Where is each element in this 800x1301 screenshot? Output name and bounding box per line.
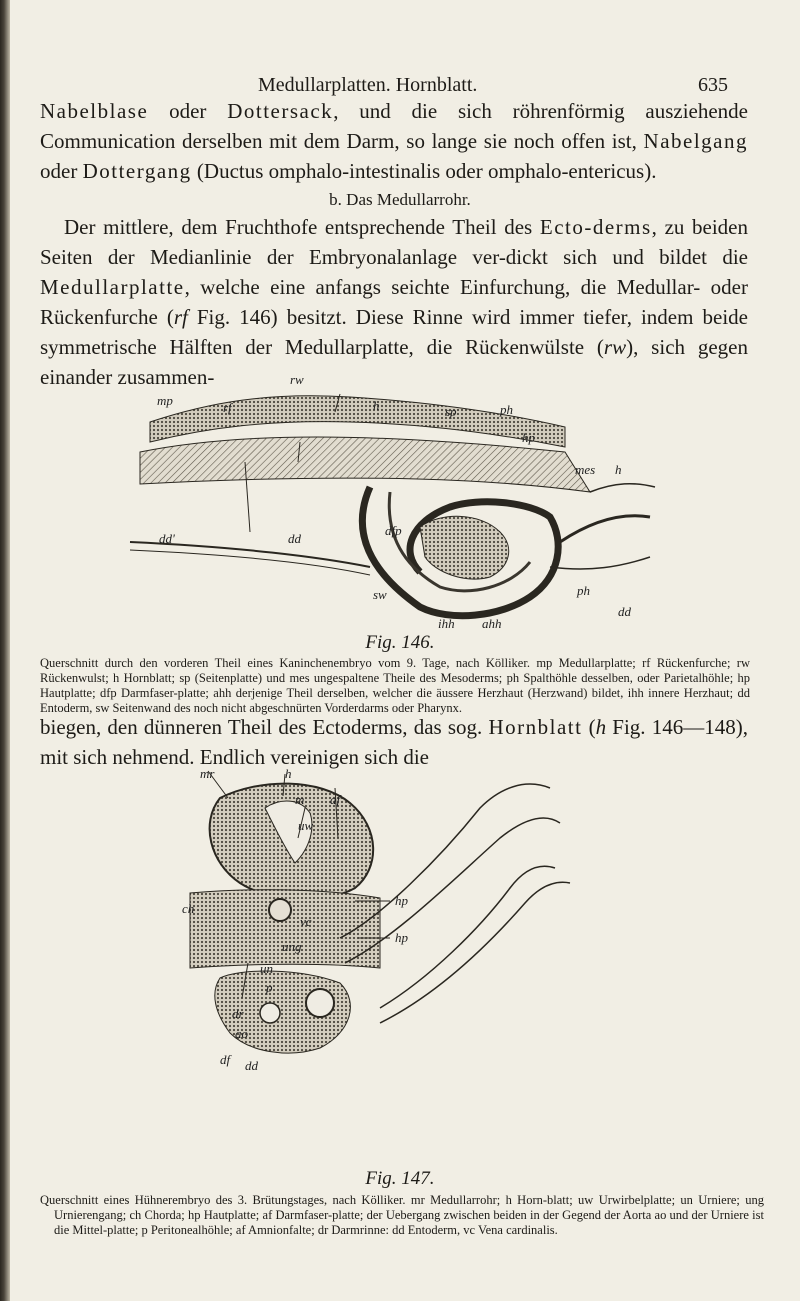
- term-nabelgang: Nabelgang: [643, 129, 748, 153]
- fig147-label-hp: hp: [395, 893, 408, 908]
- term-nabelblase: Nabelblase: [40, 99, 149, 123]
- paragraph-1-text-2: (Ductus omphalo-intestinalis oder omphalo-entericus).: [191, 159, 657, 183]
- running-head-title: Medullarplatten. Hornblatt.: [258, 74, 478, 96]
- fig147-label-dr: dr: [232, 1006, 244, 1021]
- fig146-label-sw: sw: [373, 587, 387, 602]
- paragraph-2-text-1: Der mittlere, dem Fruchthofe entsprechende Theil des: [64, 215, 540, 239]
- paragraph-2-text-5: ), sich gegen einander zusammen-: [40, 335, 748, 389]
- fig146-label-dd: dd: [288, 531, 301, 546]
- figure-146-legend: Querschnitt durch den vorderen Theil eines Kaninchenembryo vom 9. Tage, nach Kölliker. mp Medullarplatte; rf Rückenfurche; rw Rückenwulst; h Hornblatt; sp (Seitenplatte) und mes ungespaltene Theile des Mesoderms; ph Spalthöhle desselben, oder Parietalhöhle; hp Hautplatte; dfp Darmfaser-platte; ahh derjenige Theil derselben, welcher die äussere Herzhaut (Herzwand) bildet, ihh innere Herzhaut; dd Entoderm, sw Seitenwand des noch nicht abgeschnürten Vorderdarms oder Pharynx.: [40, 656, 750, 715]
- fig147-label-un: un: [260, 961, 273, 976]
- section-subheading: b. Das Medullarrohr.: [329, 190, 471, 209]
- page-number: 635: [698, 74, 728, 96]
- fig146-label-dd2: dd: [618, 604, 631, 619]
- paragraph-3-text-2: (: [582, 715, 596, 739]
- fig147-label-dd: dd: [245, 1058, 258, 1073]
- paragraph-2: [40, 212, 748, 392]
- paragraph-1-conj-2: oder: [40, 159, 83, 183]
- term-ectoderms: Ecto-derms: [539, 215, 652, 239]
- fig147-label-df: df: [220, 1052, 231, 1067]
- fig147-label-ao: ao: [235, 1026, 248, 1041]
- paragraph-3-text-1: biegen, den dünneren Theil des Ectoderms, das sog.: [40, 715, 489, 739]
- fig146-label-hp: hp: [522, 430, 535, 445]
- fig146-label-ahh: ahh: [482, 616, 502, 631]
- fig146-label-mes: mes: [575, 462, 596, 477]
- paragraph-2-text-2: , zu beiden Seiten der Medianlinie der Embryonalanlage ver-dickt sich und bildet die: [40, 215, 749, 269]
- term-medullarplatte: Medullarplatte: [40, 275, 185, 299]
- paragraph-1-text-1: , und die sich röhrenförmig ausziehende Communication derselben mit dem Darm, so lange sie noch offen ist,: [40, 99, 748, 153]
- fig146-label-dfp: dfp: [385, 523, 402, 538]
- fig147-label-af: af: [330, 792, 341, 807]
- paragraph-1: [40, 96, 748, 186]
- paragraph-3: [40, 712, 748, 772]
- abbr-rw: rw: [603, 335, 627, 359]
- fig147-label-h: h: [285, 768, 292, 781]
- fig146-label-dd-prime: dd': [159, 531, 175, 546]
- figure-147-title: Fig. 147.: [365, 1168, 435, 1189]
- fig146-label-mp: mp: [157, 393, 173, 408]
- term-hornblatt: Hornblatt: [488, 715, 583, 739]
- fig146-label-h: h: [373, 398, 380, 413]
- fig147-label-uw: uw: [298, 818, 314, 833]
- term-dottergang: Dottergang: [82, 159, 192, 183]
- term-dottersack: Dottersack: [227, 99, 334, 123]
- fig146-label-h2: h: [615, 462, 622, 477]
- fig146-label-rf: rf: [223, 400, 232, 415]
- fig146-label-ihh: ihh: [438, 616, 455, 631]
- fig146-label-ph: ph: [500, 402, 513, 417]
- fig147-label-vc: vc: [300, 914, 312, 929]
- figure-147-illustration: [180, 768, 630, 1073]
- paragraph-2-text-4: Fig. 146) besitzt. Diese Rinne wird immer tiefer, indem beide symmetrische Hälften der Medullarplatte, die Rückenwülste (: [40, 305, 748, 359]
- figure-146-title: Fig. 146.: [365, 632, 435, 653]
- fig147-label-mr: mr: [200, 768, 215, 781]
- abbr-h: h: [595, 715, 607, 739]
- fig147-label-p: p: [266, 980, 273, 995]
- paragraph-3-text-3: Fig. 146—148), mit sich nehmend. Endlich vereinigen sich die: [40, 715, 748, 769]
- paragraph-2-text-3: , welche eine anfangs seichte Einfurchung, die Medullar- oder Rückenfurche (: [40, 275, 748, 329]
- fig146-label-rw: rw: [290, 372, 304, 387]
- figure-147-legend: Querschnitt eines Hühnerembryo des 3. Brütungstages, nach Kölliker. mr Medullarrohr; h Horn-blatt; uw Urwirbelplatte; un Urniere; ung Urnierengang; ch Chorda; hp Hautplatte; af Darmfaser-platte; der Uebergang zwischen beiden in der Gegend der Aorta ao und der Urniere ist die Mittel-platte; p Peritonealhöhle; af Amnionfalte; dr Darmrinne: dd Entoderm, vc Vena cardinalis.: [40, 1193, 764, 1237]
- paragraph-1-conj-1: oder: [148, 99, 228, 123]
- abbr-rf: rf: [173, 305, 188, 329]
- fig147-label-m: m: [295, 792, 305, 807]
- fig147-label-ung: ung: [282, 939, 302, 954]
- fig147-label-ch: ch: [182, 901, 195, 916]
- fig147-label-hp2: hp: [395, 930, 408, 945]
- fig146-label-ph2: ph: [577, 583, 590, 598]
- fig146-label-sp: sp: [445, 404, 457, 419]
